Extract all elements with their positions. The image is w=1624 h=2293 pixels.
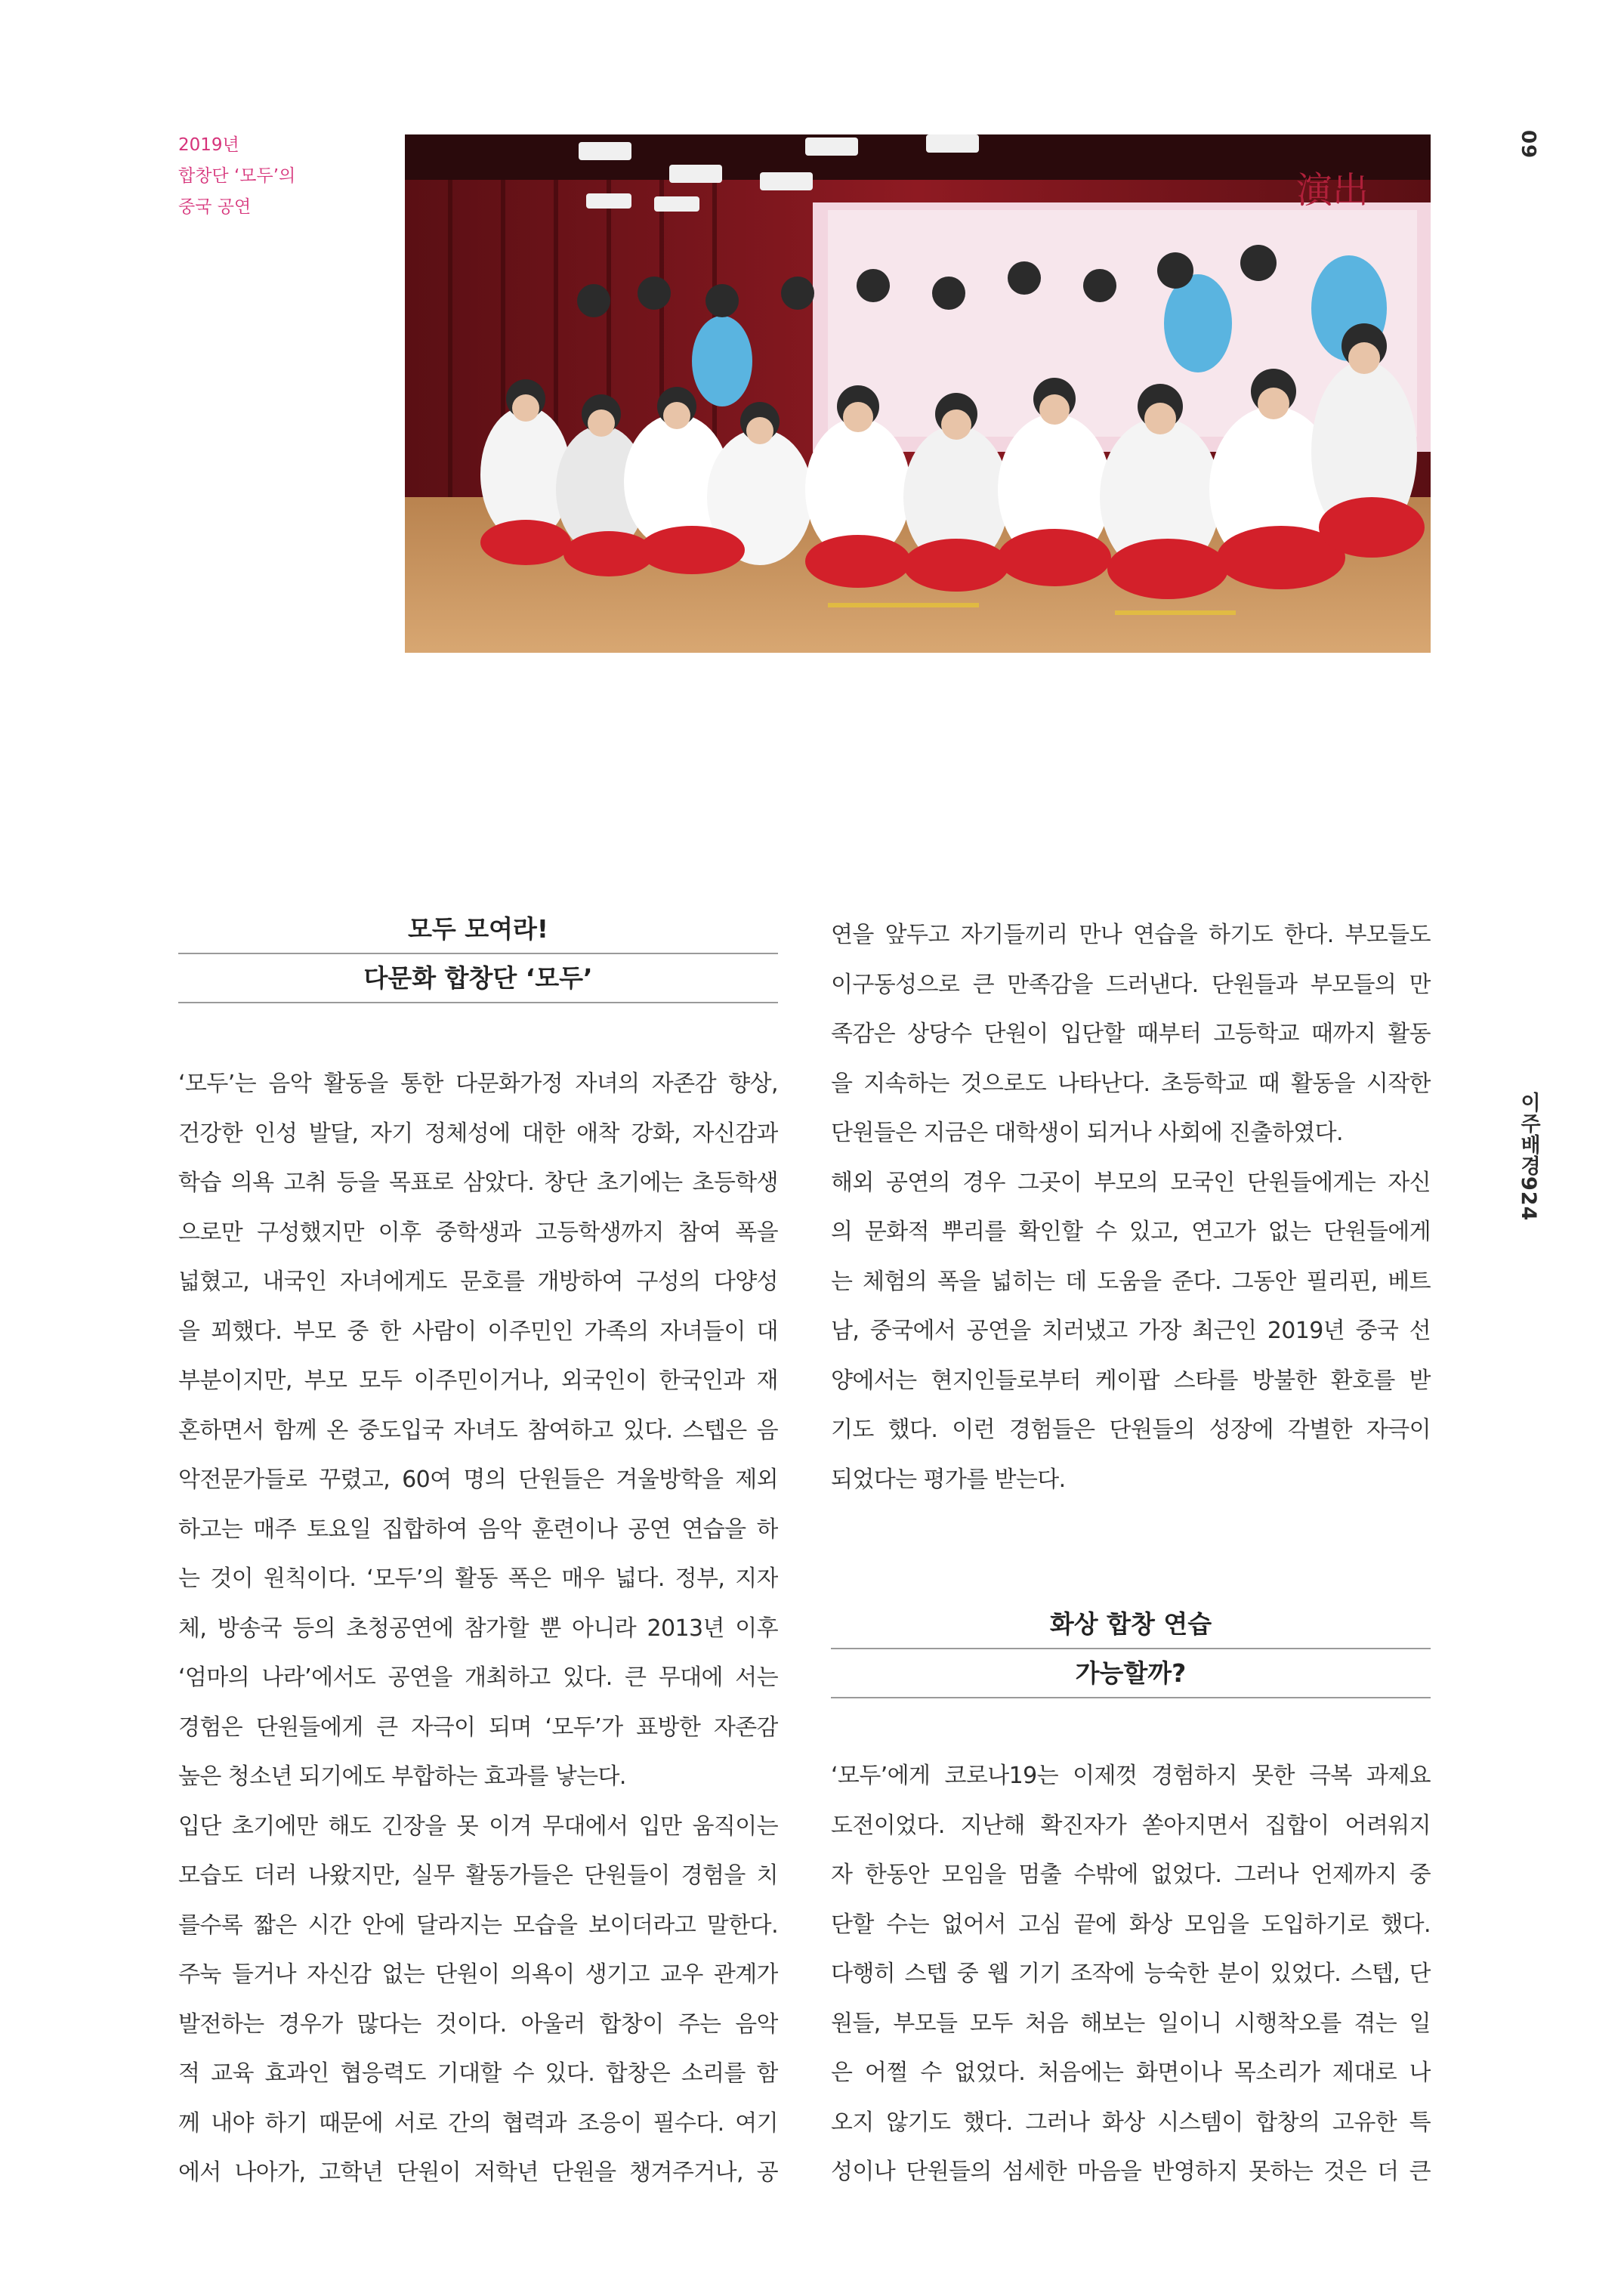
text-line: 도전이었다. 지난해 확진자가 쏟아지면서 집합이 어려워지	[831, 1812, 1431, 1839]
text-line: 기도 했다. 이런 경험들은 단원들의 성장에 각별한 자극이	[831, 1417, 1431, 1443]
text-line: 하고는 매주 토요일 집합하여 음악 훈련이나 공연 연습을 하	[178, 1516, 778, 1543]
text-line: 원들, 부모들 모두 처음 해보는 일이니 시행착오를 겪는 일	[831, 2010, 1431, 2037]
column-2-body-top	[831, 910, 1431, 1504]
heading-line: 가능할까?	[1075, 1658, 1187, 1688]
text-line: 양에서는 현지인들로부터 케이팝 스타를 방불한 환호를 받	[831, 1367, 1431, 1394]
text-line: 해외 공연의 경우 그곳이 부모의 모국인 단원들에게는 자신	[831, 1169, 1431, 1196]
text-line: 체, 방송국 등의 초청공연에 참가할 뿐 아니라 2013년 이후	[178, 1615, 778, 1642]
text-line: 께 내야 하기 때문에 서로 간의 협력과 조응이 필수다. 여기	[178, 2109, 778, 2137]
text-line: ‘모두’에게 코로나19는 이제껏 경험하지 못한 극복 과제요	[831, 1763, 1431, 1789]
text-line: 오지 않기도 했다. 그러나 화상 시스템이 합창의 고유한 특	[831, 2109, 1431, 2136]
text-line: 높은 청소년 되기에도 부합하는 효과를 낳는다.	[178, 1763, 626, 1790]
text-line: 학습 의욕 고취 등을 목표로 삼았다. 창단 초기에는 초등학생	[178, 1170, 778, 1196]
heading-rule	[831, 1697, 1431, 1698]
text-line: 모습도 더러 나왔지만, 실무 활동가들은 단원들이 경험을 치	[178, 1862, 778, 1889]
text-line: 으로만 구성했지만 이후 중학생과 고등학생까지 참여 폭을	[178, 1219, 778, 1246]
banner-text: 演出	[1296, 169, 1369, 212]
text-line: 의 문화적 뿌리를 확인할 수 있고, 연고가 없는 단원들에게	[831, 1219, 1431, 1245]
text-line: 을 꾀했다. 부모 중 한 사람이 이주민인 가족의 자녀들이 대	[178, 1318, 778, 1345]
text-line: 되었다는 평가를 받는다.	[831, 1466, 1066, 1493]
text-line: 다행히 스텝 중 웹 기기 조작에 능숙한 분이 있었다. 스텝, 단	[831, 1961, 1431, 1987]
text-line: 건강한 인성 발달, 자기 정체성에 대한 애착 강화, 자신감과	[178, 1120, 778, 1147]
group-photo-icon	[405, 134, 1431, 653]
column-2-body-bottom	[831, 1751, 1431, 2197]
text-line: 악전문가들로 꾸렸고, 60여 명의 단원들은 겨울방학을 제외	[178, 1466, 778, 1493]
text-line: 혼하면서 함께 온 중도입국 자녀도 참여하고 있다. 스텝은 음	[178, 1417, 778, 1444]
choir-group-photo	[405, 134, 1431, 653]
text-line: 족감은 상당수 단원이 입단할 때부터 고등학교 때까지 활동	[831, 1021, 1431, 1047]
text-line: 넓혔고, 내국인 자녀에게도 문호를 개방하여 구성의 다양성	[178, 1269, 778, 1295]
heading-line: 다문화 합창단 ‘모두’	[363, 963, 593, 993]
text-line: 부분이지만, 부모 모두 이주민이거나, 외국인이 한국인과 재	[178, 1367, 778, 1394]
text-line: 는 것이 원칙이다. ‘모두’의 활동 폭은 매우 넓다. 정부, 지자	[178, 1565, 778, 1592]
text-line: 성이나 단원들의 섬세한 마음을 반영하지 못하는 것은 더 큰	[831, 2159, 1431, 2185]
text-line: 주눅 들거나 자신감 없는 단원이 의욕이 생기고 교우 관계가	[178, 1961, 778, 1988]
text-line: 단할 수는 없어서 고심 끝에 화상 모임을 도입하기로 했다.	[831, 1911, 1431, 1938]
text-line: 는 체험의 폭을 넓히는 데 도움을 준다. 그동안 필리핀, 베트	[831, 1268, 1431, 1295]
heading-rule	[178, 1002, 778, 1003]
text-line: 입단 초기에만 해도 긴장을 못 이겨 무대에서 입만 움직이는	[178, 1812, 778, 1840]
text-line: 을 지속하는 것으로도 나타난다. 초등학교 때 활동을 시작한	[831, 1070, 1431, 1097]
text-line: ‘엄마의 나라’에서도 공연을 개최하고 있다. 큰 무대에 서는	[178, 1664, 778, 1691]
photo-caption	[178, 130, 367, 223]
text-line: 연을 앞두고 자기들끼리 만나 연습을 하기도 한다. 부모들도	[831, 922, 1431, 948]
page-number: 09	[1517, 130, 1539, 159]
text-line: 자 한동안 모임을 멈출 수밖에 없었다. 그러나 언제까지 중	[831, 1862, 1431, 1888]
text-line: 남, 중국에서 공연을 치러냈고 가장 최근인 2019년 중국 선	[831, 1318, 1431, 1344]
column-1-body	[178, 1059, 778, 2198]
caption-line: 중국 공연	[178, 197, 252, 217]
section-heading-2	[831, 1600, 1431, 1698]
caption-line: 합창단 ‘모두’의	[178, 166, 296, 186]
caption-line: 2019년	[178, 135, 239, 155]
text-line: 적 교육 효과인 협응력도 기대할 수 있다. 합창은 소리를 함	[178, 2060, 778, 2087]
text-line: 단원들은 지금은 대학생이 되거나 사회에 진출하였다.	[831, 1120, 1343, 1146]
text-line: 발전하는 경우가 많다는 것이다. 아울러 합창이 주는 음악	[178, 2010, 778, 2038]
text-line: 를수록 짧은 시간 안에 달라지는 모습을 보이더라고 말한다.	[178, 1911, 778, 1939]
magazine-name: 이주배경924	[1517, 1092, 1540, 1222]
heading-line: 모두 모여라!	[178, 905, 778, 954]
heading-line: 화상 합창 연습	[831, 1600, 1431, 1649]
text-line: 경험은 단원들에게 큰 자극이 되며 ‘모두’가 표방한 자존감	[178, 1714, 778, 1741]
text-line: 이구동성으로 큰 만족감을 드러낸다. 단원들과 부모들의 만	[831, 971, 1431, 998]
text-line: 은 어쩔 수 없었다. 처음에는 화면이나 목소리가 제대로 나	[831, 2060, 1431, 2086]
section-heading-1	[178, 905, 778, 1003]
text-line: 에서 나아가, 고학년 단원이 저학년 단원을 챙겨주거나, 공	[178, 2159, 778, 2186]
text-line: ‘모두’는 음악 활동을 통한 다문화가정 자녀의 자존감 향상,	[178, 1071, 778, 1097]
